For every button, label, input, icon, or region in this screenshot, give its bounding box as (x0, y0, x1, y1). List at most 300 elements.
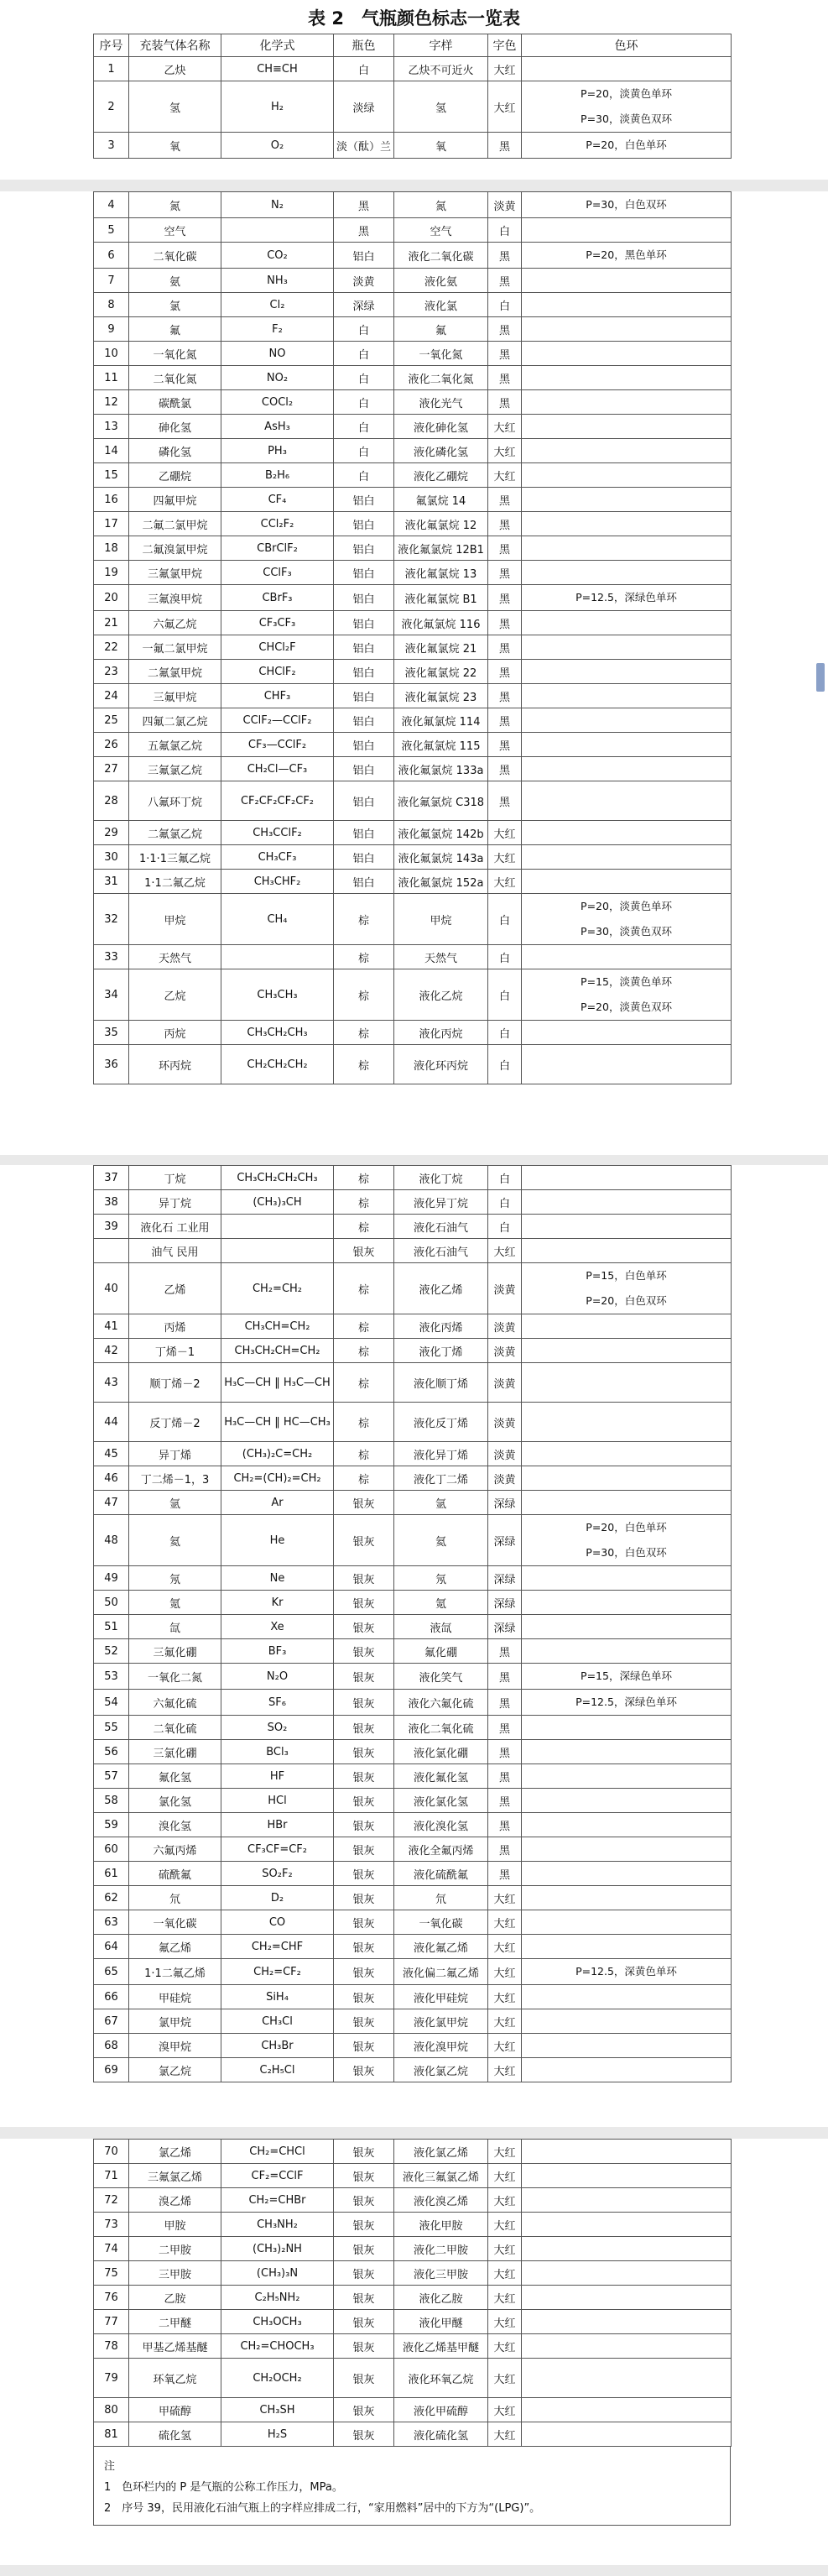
cell-formula: F₂ (221, 317, 334, 342)
cell-text: 液化氯乙烷 (394, 2058, 488, 2082)
cell-formula: D₂ (221, 1886, 334, 1910)
table-row (94, 2310, 732, 2334)
cell-formula: CH₃OCH₃ (221, 2310, 334, 2334)
cell-n: 59 (94, 1813, 129, 1837)
cell-color: 银灰 (334, 1615, 394, 1639)
cell-name: 丁二烯－1，3 (129, 1466, 221, 1491)
cell-color: 银灰 (334, 2310, 394, 2334)
document-page (0, 0, 828, 180)
cell-n: 78 (94, 2334, 129, 2359)
cell-color: 银灰 (334, 2359, 394, 2398)
cell-n: 31 (94, 870, 129, 894)
cell-formula: CH₃CH=CH₂ (221, 1314, 334, 1339)
cell-tcolor: 黑 (488, 1690, 522, 1716)
cell-ring (522, 2286, 732, 2310)
cell-tcolor: 大红 (488, 821, 522, 845)
cell-tcolor: 黑 (488, 1639, 522, 1664)
cell-text: 乙炔不可近火 (394, 57, 488, 81)
table-row (94, 781, 732, 821)
cell-tcolor: 大红 (488, 2188, 522, 2213)
cell-n: 24 (94, 684, 129, 708)
cell-text: 液化环氧乙烷 (394, 2359, 488, 2398)
cell-text: 甲烷 (394, 894, 488, 945)
cell-formula: CClF₂—CClF₂ (221, 708, 334, 733)
cell-text: 液化笑气 (394, 1664, 488, 1690)
cell-n: 51 (94, 1615, 129, 1639)
cell-ring (522, 439, 732, 463)
cell-color: 银灰 (334, 2286, 394, 2310)
cell-color: 黑 (334, 218, 394, 243)
cell-tcolor: 白 (488, 969, 522, 1021)
cell-formula: H₂ (221, 81, 334, 133)
cell-color: 棕 (334, 1339, 394, 1363)
cell-ring (522, 1045, 732, 1084)
cell-text: 液化偏二氟乙烯 (394, 1959, 488, 1985)
cell-ring (522, 463, 732, 488)
cell-n: 81 (94, 2422, 129, 2447)
cell-name: 二氧化硫 (129, 1716, 221, 1740)
cell-n: 7 (94, 269, 129, 293)
cell-tcolor: 白 (488, 1190, 522, 1215)
cell-formula: NO (221, 342, 334, 366)
cell-color: 棕 (334, 1263, 394, 1314)
cell-text: 液化氨 (394, 269, 488, 293)
cell-formula: CH₃CHF₂ (221, 870, 334, 894)
cell-tcolor: 大红 (488, 1910, 522, 1935)
cell-color: 白 (334, 415, 394, 439)
cell-name: 氧 (129, 133, 221, 159)
cell-n: 28 (94, 781, 129, 821)
cell-name: 二氧化碳 (129, 243, 221, 269)
cell-color: 铝白 (334, 845, 394, 870)
cell-text: 液化石油气 (394, 1239, 488, 1263)
cell-formula: CH₂CH₂CH₂ (221, 1045, 334, 1084)
cell-tcolor: 黑 (488, 366, 522, 390)
cell-name: 三氟氯甲烷 (129, 561, 221, 585)
table-row (94, 845, 732, 870)
cell-formula: C₂H₅NH₂ (221, 2286, 334, 2310)
cell-text: 液化硫化氢 (394, 2422, 488, 2447)
cell-formula: CH₃CClF₂ (221, 821, 334, 845)
cell-n: 48 (94, 1515, 129, 1566)
cell-ring (522, 1615, 732, 1639)
table-header-row (94, 34, 732, 57)
cell-color: 铝白 (334, 821, 394, 845)
column-header: 字色 (488, 34, 522, 57)
cell-n: 14 (94, 439, 129, 463)
cell-ring (522, 293, 732, 317)
cell-ring (522, 2164, 732, 2188)
cell-tcolor: 淡黄 (488, 1314, 522, 1339)
cell-tcolor: 大红 (488, 1959, 522, 1985)
cell-n: 58 (94, 1789, 129, 1813)
cell-color: 棕 (334, 1466, 394, 1491)
cell-ring (522, 1764, 732, 1789)
cell-name: 八氟环丁烷 (129, 781, 221, 821)
cell-color: 银灰 (334, 1515, 394, 1566)
cell-formula: CH₃NH₂ (221, 2213, 334, 2237)
table-row (94, 2286, 732, 2310)
table-row (94, 1789, 732, 1813)
table-row (94, 1515, 732, 1566)
cell-tcolor: 黑 (488, 585, 522, 611)
table-row (94, 2009, 732, 2034)
cell-ring: P=20，黑色单环 (522, 243, 732, 269)
cell-tcolor: 深绿 (488, 1591, 522, 1615)
cell-n: 13 (94, 415, 129, 439)
cell-text: 液化氟氯烷 12 (394, 512, 488, 536)
cell-name: 三氟氯乙烷 (129, 757, 221, 781)
cell-color: 棕 (334, 1314, 394, 1339)
cell-text: 液氙 (394, 1615, 488, 1639)
cell-text: 液化乙硼烷 (394, 463, 488, 488)
cell-color: 铝白 (334, 684, 394, 708)
cell-formula: CH₄ (221, 894, 334, 945)
table-row (94, 1363, 732, 1403)
cell-color: 棕 (334, 969, 394, 1021)
cell-ring (522, 1215, 732, 1239)
cell-name: 碳酰氯 (129, 390, 221, 415)
cell-ring (522, 390, 732, 415)
cell-color: 银灰 (334, 1789, 394, 1813)
table-row (94, 439, 732, 463)
cell-text: 天然气 (394, 945, 488, 969)
cell-ring (522, 684, 732, 708)
cell-name: 一氟二氯甲烷 (129, 635, 221, 660)
cell-formula: SiH₄ (221, 1985, 334, 2009)
cell-n: 1 (94, 57, 129, 81)
cell-name: 氯乙烯 (129, 2140, 221, 2164)
cell-tcolor: 大红 (488, 1886, 522, 1910)
cell-ring: P=20，淡黄色单环 P=30，淡黄色双环 (522, 894, 732, 945)
cell-color: 棕 (334, 1215, 394, 1239)
table-row (94, 366, 732, 390)
cell-formula: CH≡CH (221, 57, 334, 81)
table-row (94, 390, 732, 415)
table-row (94, 2140, 732, 2164)
cell-tcolor: 黑 (488, 536, 522, 561)
cell-n: 19 (94, 561, 129, 585)
cell-name: 氩 (129, 1491, 221, 1515)
cell-tcolor: 大红 (488, 2310, 522, 2334)
table-row (94, 1935, 732, 1959)
cell-name: 1·1二氟乙烷 (129, 870, 221, 894)
cell-n: 68 (94, 2034, 129, 2058)
table-row (94, 1910, 732, 1935)
cell-name: 氘 (129, 1886, 221, 1910)
cell-formula: CH₃CH₂CH=CH₂ (221, 1339, 334, 1363)
cell-color: 棕 (334, 1190, 394, 1215)
cell-ring (522, 1935, 732, 1959)
cell-text: 氩 (394, 1491, 488, 1515)
cell-name: 硫化氢 (129, 2422, 221, 2447)
cell-formula: HBr (221, 1813, 334, 1837)
cell-color: 白 (334, 390, 394, 415)
cell-formula: N₂ (221, 192, 334, 218)
cell-ring (522, 1363, 732, 1403)
cell-text: 空气 (394, 218, 488, 243)
cell-n: 9 (94, 317, 129, 342)
cell-formula: CH₂=CHOCH₃ (221, 2334, 334, 2359)
cell-name: 环丙烷 (129, 1045, 221, 1084)
cell-formula: CH₃Br (221, 2034, 334, 2058)
table-row (94, 2213, 732, 2237)
cell-tcolor: 淡黄 (488, 1263, 522, 1314)
table-row (94, 708, 732, 733)
cell-formula: CH₃SH (221, 2398, 334, 2422)
cell-color: 棕 (334, 1021, 394, 1045)
cell-tcolor: 黑 (488, 1813, 522, 1837)
cell-ring (522, 2398, 732, 2422)
cell-name: 丙烯 (129, 1314, 221, 1339)
cell-text: 液化氯甲烷 (394, 2009, 488, 2034)
cell-name: 氟乙烯 (129, 1935, 221, 1959)
table-row (94, 1166, 732, 1190)
cell-n: 47 (94, 1491, 129, 1515)
cell-color: 铝白 (334, 561, 394, 585)
cell-n: 56 (94, 1740, 129, 1764)
cell-text: 氪 (394, 1591, 488, 1615)
cell-formula: (CH₃)₃N (221, 2261, 334, 2286)
table-row (94, 2422, 732, 2447)
cell-text: 液化氯化氢 (394, 1789, 488, 1813)
table-row (94, 133, 732, 159)
cell-n: 29 (94, 821, 129, 845)
cell-formula: HF (221, 1764, 334, 1789)
cell-n: 2 (94, 81, 129, 133)
cell-name: 丁烯－1 (129, 1339, 221, 1363)
cell-formula: N₂O (221, 1664, 334, 1690)
cell-n: 22 (94, 635, 129, 660)
cell-name: 三氟氯乙烯 (129, 2164, 221, 2188)
cell-color: 银灰 (334, 1886, 394, 1910)
cell-tcolor: 黑 (488, 1740, 522, 1764)
cell-text: 一氧化氮 (394, 342, 488, 366)
cell-n: 79 (94, 2359, 129, 2398)
cell-name: 空气 (129, 218, 221, 243)
cell-ring (522, 611, 732, 635)
cell-tcolor: 淡黄 (488, 1466, 522, 1491)
cell-formula: CF₃CF=CF₂ (221, 1837, 334, 1862)
cell-ring (522, 2261, 732, 2286)
cell-ring (522, 2140, 732, 2164)
cell-tcolor: 大红 (488, 2286, 522, 2310)
cell-n: 73 (94, 2213, 129, 2237)
cell-color: 棕 (334, 1442, 394, 1466)
cell-text: 液化氟氯烷 13 (394, 561, 488, 585)
table-row (94, 1339, 732, 1363)
cell-ring: P=15，白色单环 P=20，白色双环 (522, 1263, 732, 1314)
cell-tcolor: 白 (488, 945, 522, 969)
cell-tcolor: 大红 (488, 415, 522, 439)
scroll-handle[interactable] (816, 663, 825, 692)
cell-tcolor: 大红 (488, 2164, 522, 2188)
cell-ring (522, 2422, 732, 2447)
cell-formula: SO₂F₂ (221, 1862, 334, 1886)
cell-formula: (CH₃)₂C=CH₂ (221, 1442, 334, 1466)
cell-formula: Ar (221, 1491, 334, 1515)
cell-text: 液化丁二烯 (394, 1466, 488, 1491)
cell-ring: P=20，白色单环 (522, 133, 732, 159)
cell-tcolor: 大红 (488, 81, 522, 133)
table-row (94, 660, 732, 684)
cell-color: 银灰 (334, 2398, 394, 2422)
cell-tcolor: 深绿 (488, 1615, 522, 1639)
cell-n: 61 (94, 1862, 129, 1886)
cell-tcolor: 黑 (488, 133, 522, 159)
cell-color: 白 (334, 366, 394, 390)
cell-n: 12 (94, 390, 129, 415)
cell-color: 银灰 (334, 1910, 394, 1935)
cell-n: 23 (94, 660, 129, 684)
cell-ring (522, 2213, 732, 2237)
cell-ring (522, 1591, 732, 1615)
cell-ring (522, 1021, 732, 1045)
cell-formula: B₂H₆ (221, 463, 334, 488)
cell-color: 铝白 (334, 635, 394, 660)
cell-text: 液化氟氯烷 116 (394, 611, 488, 635)
cell-name: 三甲胺 (129, 2261, 221, 2286)
cell-tcolor: 大红 (488, 2034, 522, 2058)
cell-tcolor: 黑 (488, 733, 522, 757)
cell-formula: CHClF₂ (221, 660, 334, 684)
note-item: 2 序号 39，民用液化石油气瓶上的字样应排成二行，“家用燃料”居中的下方为“(LPG)”。 (104, 2502, 541, 2515)
cell-name: 三氟溴甲烷 (129, 585, 221, 611)
cell-name: 二氧化氮 (129, 366, 221, 390)
cell-name: 乙炔 (129, 57, 221, 81)
cell-tcolor: 大红 (488, 463, 522, 488)
column-header: 化学式 (221, 34, 334, 57)
table-row (94, 1314, 732, 1339)
cell-n (94, 1239, 129, 1263)
column-header: 瓶色 (334, 34, 394, 57)
cell-color: 银灰 (334, 2058, 394, 2082)
cell-color: 银灰 (334, 2009, 394, 2034)
cell-ring (522, 342, 732, 366)
cell-tcolor: 深绿 (488, 1515, 522, 1566)
cell-formula: CHCl₂F (221, 635, 334, 660)
cell-name: 丁烷 (129, 1166, 221, 1190)
cell-text: 液化环丙烷 (394, 1045, 488, 1084)
table-row (94, 945, 732, 969)
cell-n: 10 (94, 342, 129, 366)
cell-color: 淡绿 (334, 81, 394, 133)
cell-color: 白 (334, 342, 394, 366)
cell-name: 异丁烯 (129, 1442, 221, 1466)
cell-text: 液化氟氯烷 23 (394, 684, 488, 708)
cell-ring (522, 536, 732, 561)
cell-text: 氖 (394, 1566, 488, 1591)
table-row (94, 1716, 732, 1740)
cell-color: 银灰 (334, 1985, 394, 2009)
cell-ring (522, 2359, 732, 2398)
table-row (94, 1639, 732, 1664)
cell-formula: Ne (221, 1566, 334, 1591)
table-row (94, 1886, 732, 1910)
cell-tcolor: 大红 (488, 2422, 522, 2447)
cell-n: 69 (94, 2058, 129, 2082)
cell-name: 氟化氢 (129, 1764, 221, 1789)
table-row (94, 2261, 732, 2286)
gas-cylinder-table (93, 34, 732, 159)
cell-formula: BF₃ (221, 1639, 334, 1664)
cell-n: 34 (94, 969, 129, 1021)
cell-name: 五氟氯乙烷 (129, 733, 221, 757)
cell-formula: CH₂=CHF (221, 1935, 334, 1959)
cell-n: 36 (94, 1045, 129, 1084)
cell-formula: CF₃CF₃ (221, 611, 334, 635)
cell-name: 三氯化硼 (129, 1740, 221, 1764)
cell-tcolor: 白 (488, 1166, 522, 1190)
cell-tcolor: 黑 (488, 317, 522, 342)
cell-n: 52 (94, 1639, 129, 1664)
gas-cylinder-table (93, 2139, 732, 2447)
cell-tcolor: 淡黄 (488, 1442, 522, 1466)
cell-formula: CH₃Cl (221, 2009, 334, 2034)
cell-tcolor: 黑 (488, 342, 522, 366)
cell-name: 氢 (129, 81, 221, 133)
table-row (94, 1021, 732, 1045)
cell-text: 液化甲醚 (394, 2310, 488, 2334)
cell-text: 液化异丁烷 (394, 1190, 488, 1215)
column-header: 色环 (522, 34, 732, 57)
cell-text: 液化氟氯烷 12B1 (394, 536, 488, 561)
cell-ring (522, 1190, 732, 1215)
table-title: 表 2 气瓶颜色标志一览表 (308, 8, 520, 29)
table-row (94, 733, 732, 757)
cell-color: 黑 (334, 192, 394, 218)
cell-text: 氢 (394, 81, 488, 133)
table-row (94, 1466, 732, 1491)
cell-ring (522, 1639, 732, 1664)
cell-ring (522, 1403, 732, 1442)
cell-text: 液化三甲胺 (394, 2261, 488, 2286)
cell-tcolor: 白 (488, 218, 522, 243)
table-row (94, 969, 732, 1021)
cell-name: 磷化氢 (129, 439, 221, 463)
cell-text: 液化乙烯基甲醚 (394, 2334, 488, 2359)
cell-color: 银灰 (334, 2213, 394, 2237)
cell-n: 18 (94, 536, 129, 561)
cell-color: 铝白 (334, 870, 394, 894)
cell-tcolor: 大红 (488, 2140, 522, 2164)
cell-color: 银灰 (334, 1591, 394, 1615)
cell-ring (522, 2310, 732, 2334)
cell-formula (221, 1239, 334, 1263)
cell-n: 45 (94, 1442, 129, 1466)
cell-ring: P=20，淡黄色单环 P=30，淡黄色双环 (522, 81, 732, 133)
table-row (94, 1591, 732, 1615)
cell-color: 银灰 (334, 1716, 394, 1740)
cell-name: 环氧乙烷 (129, 2359, 221, 2398)
cell-tcolor: 黑 (488, 708, 522, 733)
cell-color: 铝白 (334, 660, 394, 684)
cell-ring (522, 1716, 732, 1740)
cell-color: 银灰 (334, 1837, 394, 1862)
cell-n: 54 (94, 1690, 129, 1716)
cell-formula (221, 218, 334, 243)
cell-name: 氨 (129, 269, 221, 293)
table-row (94, 894, 732, 945)
cell-tcolor: 黑 (488, 757, 522, 781)
cell-ring (522, 1813, 732, 1837)
cell-tcolor: 大红 (488, 1985, 522, 2009)
cell-text: 液化氟化氢 (394, 1764, 488, 1789)
cell-name: 砷化氢 (129, 415, 221, 439)
cell-tcolor: 白 (488, 894, 522, 945)
table-row (94, 585, 732, 611)
cell-name: 反丁烯－2 (129, 1403, 221, 1442)
